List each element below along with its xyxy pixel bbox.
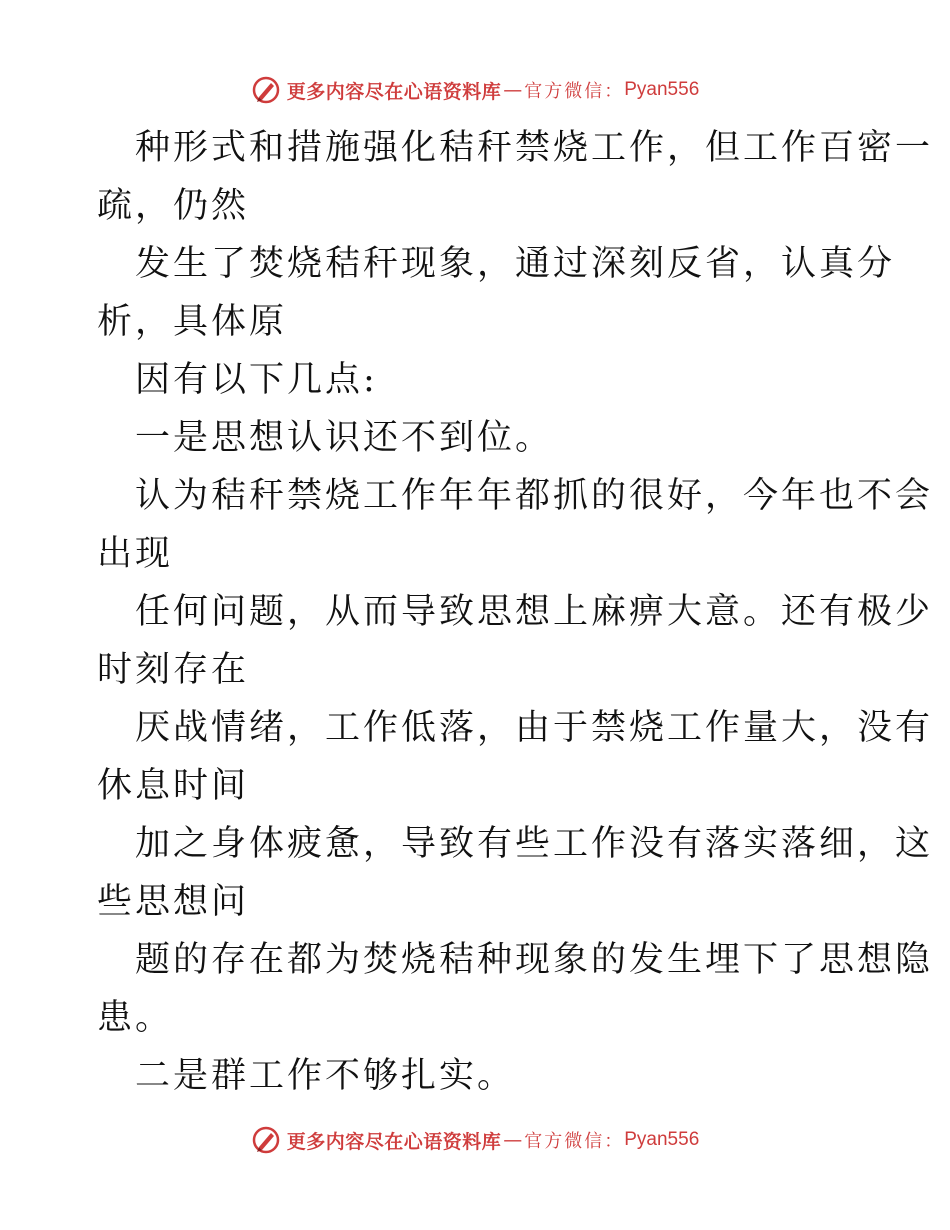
document-body	[97, 119, 934, 1105]
footer-banner	[0, 1120, 950, 1160]
text-line: 题的存在都为焚烧秸种现象的发生埋下了思想隐	[135, 940, 934, 980]
text-line: 时刻存在	[97, 650, 250, 690]
site-text: 更多内容尽在心语资料库	[286, 80, 502, 103]
text-line: 任何问题，从而导致思想上麻痹大意。还有极少	[135, 592, 934, 632]
text-line: 休息时间	[97, 766, 250, 806]
wechat-label: 官方微信：	[524, 1131, 625, 1152]
text-line: 发生了焚烧秸秆现象，通过深刻反省，认真分	[135, 244, 896, 284]
text-line: 一是思想认识还不到位。	[135, 418, 554, 458]
text-line: 二是群工作不够扎实。	[135, 1056, 516, 1096]
text-line: 种形式和措施强化秸秆禁烧工作，但工作百密一	[135, 128, 934, 168]
separator-dash: —	[503, 79, 523, 101]
wechat-label: 官方微信：	[524, 81, 625, 102]
pen-logo-icon	[251, 75, 281, 105]
separator-dash: —	[503, 1129, 523, 1151]
text-line: 患。	[97, 998, 174, 1038]
text-line: 加之身体疲惫，导致有些工作没有落实落细，这	[135, 824, 934, 864]
text-line: 因有以下几点:	[135, 360, 378, 400]
text-line: 厌战情绪，工作低落，由于禁烧工作量大，没有	[135, 708, 934, 748]
site-text: 更多内容尽在心语资料库	[286, 1130, 502, 1153]
text-line: 析，具体原	[97, 302, 288, 342]
text-line: 疏，仍然	[97, 186, 250, 226]
text-line: 些思想问	[97, 882, 250, 922]
header-banner	[0, 70, 950, 110]
text-line: 认为秸秆禁烧工作年年都抓的很好，今年也不会	[135, 476, 934, 516]
wechat-id: Pyan556	[624, 1129, 700, 1150]
pen-logo-icon	[251, 1125, 281, 1155]
text-line: 出现	[97, 534, 174, 574]
wechat-id: Pyan556	[624, 79, 700, 100]
